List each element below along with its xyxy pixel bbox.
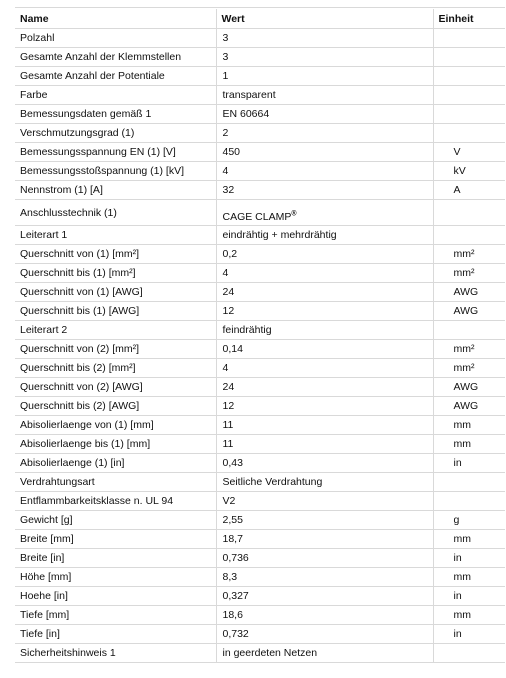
table-row — [15, 181, 505, 200]
row-unit: in — [433, 454, 505, 473]
row-value — [216, 200, 433, 226]
row-unit: mm² — [433, 245, 505, 264]
table-row — [15, 473, 505, 492]
row-name: Höhe [mm] — [15, 568, 216, 587]
table-row — [15, 530, 505, 549]
row-name: Sicherheitshinweis 1 — [15, 644, 216, 663]
row-value: 3 — [216, 29, 433, 48]
row-value: 4 — [216, 359, 433, 378]
row-name: Bemessungsdaten gemäß 1 — [15, 105, 216, 124]
header-row — [15, 9, 505, 29]
table-row — [15, 359, 505, 378]
table-row — [15, 568, 505, 587]
row-unit: A — [433, 181, 505, 200]
row-unit: mm² — [433, 359, 505, 378]
row-value: eindrähtig + mehrdrähtig — [216, 226, 433, 245]
row-unit: AWG — [433, 397, 505, 416]
row-unit: AWG — [433, 302, 505, 321]
row-value: 4 — [216, 162, 433, 181]
row-value: 0,327 — [216, 587, 433, 606]
row-unit — [433, 644, 505, 663]
table-row — [15, 162, 505, 181]
table-row — [15, 105, 505, 124]
row-value: 0,732 — [216, 625, 433, 644]
table-row — [15, 302, 505, 321]
row-name: Bemessungsstoßspannung (1) [kV] — [15, 162, 216, 181]
table-row — [15, 226, 505, 245]
row-name: Bemessungsspannung EN (1) [V] — [15, 143, 216, 162]
row-value: 0,14 — [216, 340, 433, 359]
row-name: Breite [in] — [15, 549, 216, 568]
row-value: 12 — [216, 397, 433, 416]
table-row — [15, 416, 505, 435]
table-row — [15, 587, 505, 606]
row-unit: mm — [433, 568, 505, 587]
row-unit — [433, 473, 505, 492]
row-name: Querschnitt bis (1) [AWG] — [15, 302, 216, 321]
row-name: Querschnitt bis (2) [mm²] — [15, 359, 216, 378]
row-name: Leiterart 1 — [15, 226, 216, 245]
row-name: Verschmutzungsgrad (1) — [15, 124, 216, 143]
row-value: EN 60664 — [216, 105, 433, 124]
table-row — [15, 606, 505, 625]
row-value: 2 — [216, 124, 433, 143]
table-row — [15, 454, 505, 473]
table-row — [15, 549, 505, 568]
table-row — [15, 435, 505, 454]
table-row — [15, 245, 505, 264]
row-value: V2 — [216, 492, 433, 511]
row-value: 18,7 — [216, 530, 433, 549]
row-name: Querschnitt von (1) [AWG] — [15, 283, 216, 302]
table-row — [15, 200, 505, 226]
row-value: in geerdeten Netzen — [216, 644, 433, 663]
row-unit — [433, 105, 505, 124]
row-value: Seitliche Verdrahtung — [216, 473, 433, 492]
row-value: 8,3 — [216, 568, 433, 587]
row-unit: mm — [433, 530, 505, 549]
table-row — [15, 124, 505, 143]
row-name: Tiefe [mm] — [15, 606, 216, 625]
table-row — [15, 264, 505, 283]
row-value: 32 — [216, 181, 433, 200]
row-unit — [433, 200, 505, 226]
row-name: Abisolierlaenge bis (1) [mm] — [15, 435, 216, 454]
row-unit — [433, 321, 505, 340]
row-unit: in — [433, 549, 505, 568]
table-header — [15, 9, 505, 29]
row-value: 11 — [216, 435, 433, 454]
table-row — [15, 397, 505, 416]
row-value: 12 — [216, 302, 433, 321]
row-unit: AWG — [433, 283, 505, 302]
row-value: 450 — [216, 143, 433, 162]
table-row — [15, 378, 505, 397]
row-value: transparent — [216, 86, 433, 105]
row-name: Farbe — [15, 86, 216, 105]
table-row — [15, 644, 505, 663]
row-unit — [433, 492, 505, 511]
row-unit: in — [433, 587, 505, 606]
row-name: Verdrahtungsart — [15, 473, 216, 492]
row-value: feindrähtig — [216, 321, 433, 340]
row-name: Entflammbarkeitsklasse n. UL 94 — [15, 492, 216, 511]
spec-table — [15, 9, 505, 663]
row-value: 4 — [216, 264, 433, 283]
row-value: 0,43 — [216, 454, 433, 473]
row-value: 24 — [216, 283, 433, 302]
row-name: Breite [mm] — [15, 530, 216, 549]
table-row — [15, 340, 505, 359]
table-row — [15, 48, 505, 67]
column-header-name: Name — [15, 9, 216, 29]
row-name: Abisolierlaenge (1) [in] — [15, 454, 216, 473]
row-name: Gewicht [g] — [15, 511, 216, 530]
row-name: Querschnitt von (2) [mm²] — [15, 340, 216, 359]
column-header-wert: Wert — [216, 9, 433, 29]
row-name: Gesamte Anzahl der Klemmstellen — [15, 48, 216, 67]
row-value: 11 — [216, 416, 433, 435]
row-name: Hoehe [in] — [15, 587, 216, 606]
table-row — [15, 321, 505, 340]
row-unit — [433, 48, 505, 67]
table-row — [15, 283, 505, 302]
row-unit: in — [433, 625, 505, 644]
row-unit: mm² — [433, 264, 505, 283]
row-unit: g — [433, 511, 505, 530]
row-unit: V — [433, 143, 505, 162]
table-row — [15, 67, 505, 86]
row-name: Tiefe [in] — [15, 625, 216, 644]
table-row — [15, 492, 505, 511]
table-row — [15, 625, 505, 644]
row-name: Querschnitt bis (1) [mm²] — [15, 264, 216, 283]
row-name: Abisolierlaenge von (1) [mm] — [15, 416, 216, 435]
column-header-einheit: Einheit — [433, 9, 505, 29]
row-value: 0,736 — [216, 549, 433, 568]
table-row — [15, 143, 505, 162]
row-name: Nennstrom (1) [A] — [15, 181, 216, 200]
table-row — [15, 511, 505, 530]
table-top-border — [15, 7, 505, 8]
row-unit — [433, 29, 505, 48]
row-value: 3 — [216, 48, 433, 67]
row-unit — [433, 86, 505, 105]
row-unit: mm — [433, 606, 505, 625]
row-name: Gesamte Anzahl der Potentiale — [15, 67, 216, 86]
row-unit: mm — [433, 416, 505, 435]
row-value: 18,6 — [216, 606, 433, 625]
table-body — [15, 29, 505, 663]
registered-mark: ® — [291, 210, 297, 218]
row-name: Leiterart 2 — [15, 321, 216, 340]
row-name: Querschnitt bis (2) [AWG] — [15, 397, 216, 416]
row-name: Anschlusstechnik (1) — [15, 200, 216, 226]
row-unit: mm — [433, 435, 505, 454]
row-unit — [433, 226, 505, 245]
table-row — [15, 86, 505, 105]
row-value: 0,2 — [216, 245, 433, 264]
row-unit — [433, 67, 505, 86]
row-unit: AWG — [433, 378, 505, 397]
row-value: 24 — [216, 378, 433, 397]
row-unit: mm² — [433, 340, 505, 359]
row-unit: kV — [433, 162, 505, 181]
row-name: Polzahl — [15, 29, 216, 48]
row-value-text: CAGE CLAMP — [222, 211, 292, 223]
table-row — [15, 29, 505, 48]
row-name: Querschnitt von (1) [mm²] — [15, 245, 216, 264]
row-value: 2,55 — [216, 511, 433, 530]
row-name: Querschnitt von (2) [AWG] — [15, 378, 216, 397]
row-unit — [433, 124, 505, 143]
row-value: 1 — [216, 67, 433, 86]
